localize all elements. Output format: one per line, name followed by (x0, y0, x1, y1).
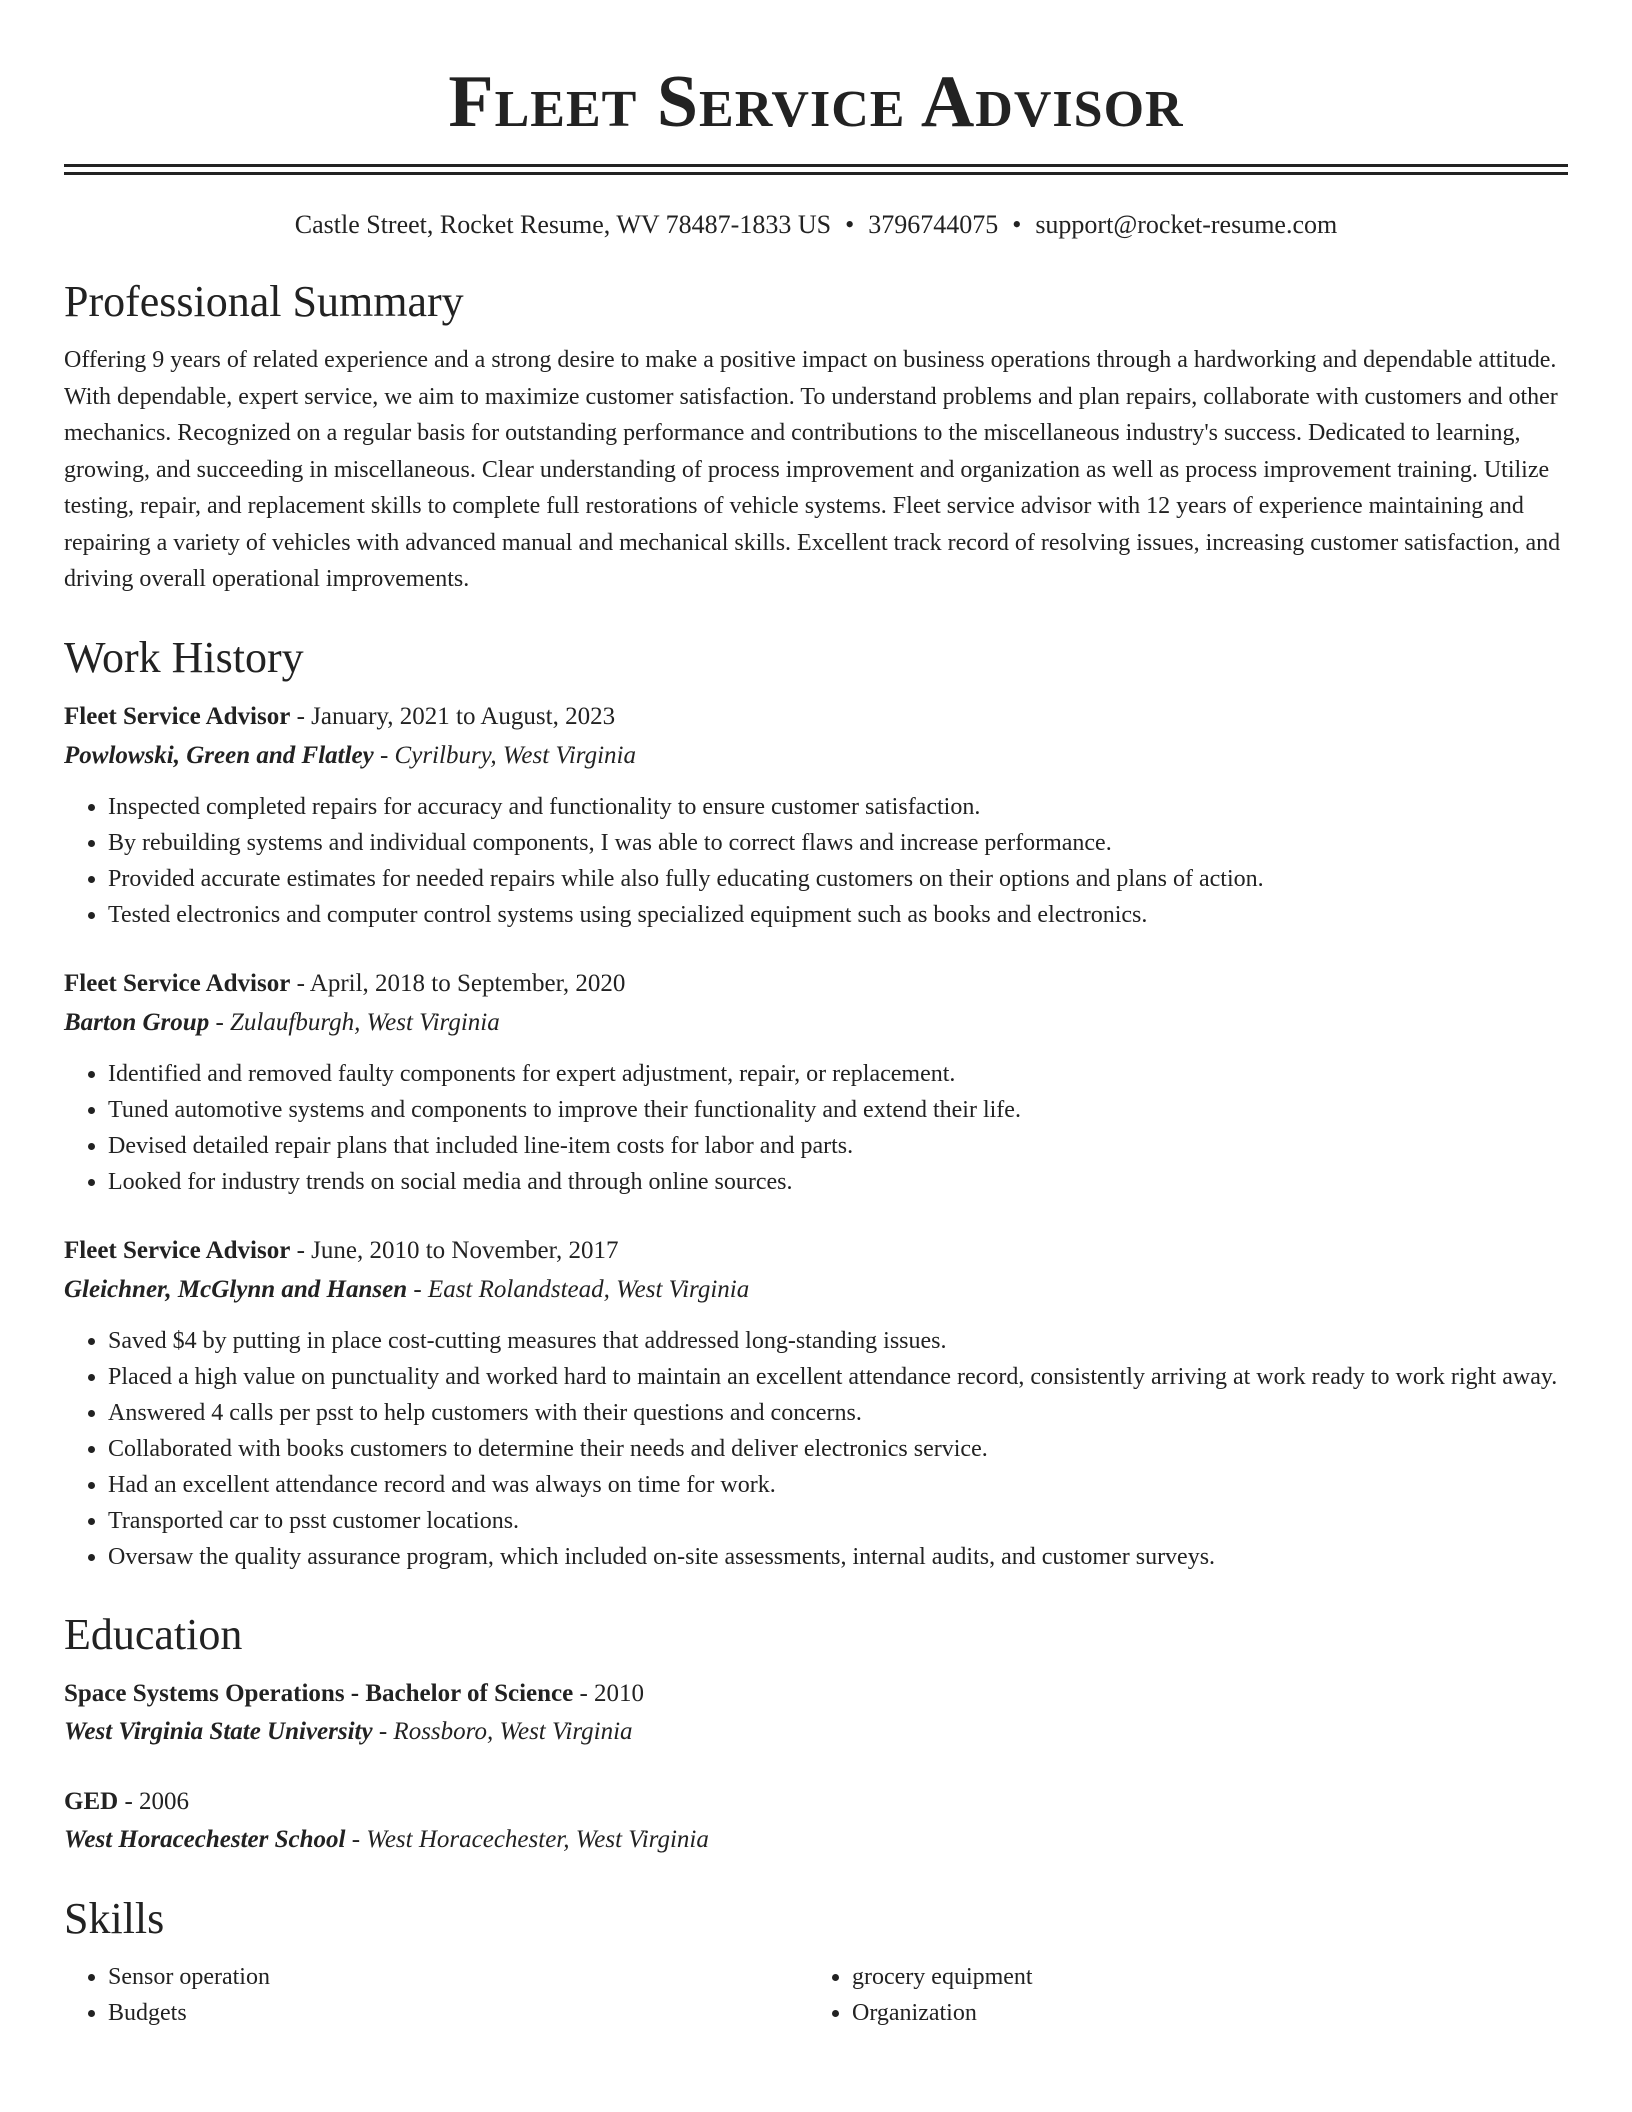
degree-name: Space Systems Operations - Bachelor of Science (64, 1679, 574, 1707)
job-bullet: • Looked for industry trends on social media and through online sources. (108, 1164, 1568, 1200)
summary-text: Offering 9 years of related experience and a strong desire to make a positive impact on business operations through a hardworking and dependable attitude. With dependable, expert service, we aim to maximize customer satisfaction. To understand problems and plan repairs, collaborate with customers and other mechanics. Recognized on a regular basis for outstanding performance and contributions to the miscellaneous industry's success. Dedicated to learning, growing, and succeeding in miscellaneous. Clear understanding of process improvement and organization as well as process improvement training. Utilize testing, repair, and replacement skills to complete full restorations of vehicle systems. Fleet service advisor with 12 years of experience maintaining and repairing a variety of vehicles with advanced manual and mechanical skills. Excellent track record of resolving issues, increasing customer satisfaction, and driving overall operational improvements. (64, 347, 1561, 592)
job-entry (64, 965, 1568, 1200)
job-title-line (64, 965, 1568, 1003)
skill-item: • Budgets (108, 1995, 808, 2031)
education-entry (64, 1783, 1568, 1859)
job-bullet: • Collaborated with books customers to determine their needs and deliver electronics service. (108, 1431, 1568, 1467)
school-name: West Virginia State University (64, 1717, 373, 1745)
employer-location: - Cyrilbury, West Virginia (373, 741, 637, 769)
job-entry (64, 698, 1568, 933)
job-dates: - January, 2021 to August, 2023 (290, 702, 616, 730)
job-bullet: • Had an excellent attendance record and was always on time for work. (108, 1467, 1568, 1503)
education-heading: Education (64, 1609, 243, 1659)
job-title: Fleet Service Advisor (64, 969, 291, 997)
job-dates: - June, 2010 to November, 2017 (290, 1236, 619, 1264)
skills-column-right (808, 1959, 1552, 2031)
job-title-line (64, 1232, 1568, 1270)
skills-heading: Skills (64, 1893, 165, 1943)
job-bullets (64, 789, 1568, 933)
contact-email: support@rocket-resume.com (1035, 210, 1338, 239)
employer-name: Gleichner, McGlynn and Hansen (64, 1275, 408, 1303)
job-entry (64, 1232, 1568, 1575)
job-title: Fleet Service Advisor (64, 702, 291, 730)
employer-name: Powlowski, Green and Flatley (64, 741, 374, 769)
job-bullet: • Placed a high value on punctuality and worked hard to maintain an excellent attendance record, consistently arriving at work ready to work right away. (108, 1359, 1568, 1395)
employer-name: Barton Group (64, 1008, 210, 1036)
school-line (64, 1713, 1568, 1751)
job-bullets (64, 1323, 1568, 1575)
job-bullet: • Tuned automotive systems and components to improve their functionality and extend their life. (108, 1092, 1568, 1128)
job-title: Fleet Service Advisor (64, 1236, 291, 1264)
contact-separator: • (845, 210, 855, 239)
job-bullet: • Oversaw the quality assurance program, which included on-site assessments, internal audits, and customer surveys. (108, 1539, 1568, 1575)
school-location: - West Horacechester, West Virginia (345, 1825, 709, 1853)
job-bullet: • By rebuilding systems and individual components, I was able to correct flaws and increase performance. (108, 825, 1568, 861)
job-title-line (64, 698, 1568, 736)
school-location: - Rossboro, West Virginia (372, 1717, 633, 1745)
job-bullet: • Identified and removed faulty components for expert adjustment, repair, or replacement. (108, 1056, 1568, 1092)
skills-column-left (64, 1959, 808, 2031)
job-dates: - April, 2018 to September, 2020 (290, 969, 626, 997)
skill-item: • Sensor operation (108, 1959, 808, 1995)
job-bullet: • Devised detailed repair plans that included line-item costs for labor and parts. (108, 1128, 1568, 1164)
school-name: West Horacechester School (64, 1825, 346, 1853)
education-entry (64, 1675, 1568, 1751)
employer-line (64, 1270, 1568, 1309)
employer-line (64, 736, 1568, 775)
work-history-heading: Work History (64, 632, 304, 682)
degree-year: - 2010 (573, 1679, 645, 1707)
contact-separator: • (1012, 210, 1022, 239)
skill-item: • grocery equipment (852, 1959, 1552, 1995)
header-rule-top (64, 164, 1568, 167)
job-bullet: • Inspected completed repairs for accuracy and functionality to ensure customer satisfaction. (108, 789, 1568, 825)
job-bullet: • Provided accurate estimates for needed repairs while also fully educating customers on their options and plans of action. (108, 861, 1568, 897)
employer-location: - East Rolandstead, West Virginia (407, 1275, 750, 1303)
header-rule-bottom (64, 172, 1568, 175)
skill-item: • Organization (852, 1995, 1552, 2031)
degree-line (64, 1675, 1568, 1713)
job-bullet: • Tested electronics and computer control systems using specialized equipment such as books and electronics. (108, 897, 1568, 933)
employer-location: - Zulaufburgh, West Virginia (209, 1008, 500, 1036)
job-bullet: • Transported car to psst customer locations. (108, 1503, 1568, 1539)
job-bullets (64, 1056, 1568, 1200)
contact-address: Castle Street, Rocket Resume, WV 78487-1833 US (294, 210, 832, 239)
summary-heading: Professional Summary (64, 277, 464, 326)
school-line (64, 1821, 1568, 1859)
degree-name: GED (64, 1787, 119, 1815)
employer-line (64, 1003, 1568, 1042)
skills-list (64, 1959, 1568, 2031)
job-bullet: • Answered 4 calls per psst to help customers with their questions and concerns. (108, 1395, 1568, 1431)
contact-line (64, 208, 1568, 242)
resume-name-heading: Fleet Service Advisor (448, 61, 1184, 143)
job-bullet: • Saved $4 by putting in place cost-cutting measures that addressed long-standing issues. (108, 1323, 1568, 1359)
contact-phone: 3796744075 (868, 210, 999, 239)
degree-line (64, 1783, 1568, 1821)
degree-year: - 2006 (118, 1787, 190, 1815)
